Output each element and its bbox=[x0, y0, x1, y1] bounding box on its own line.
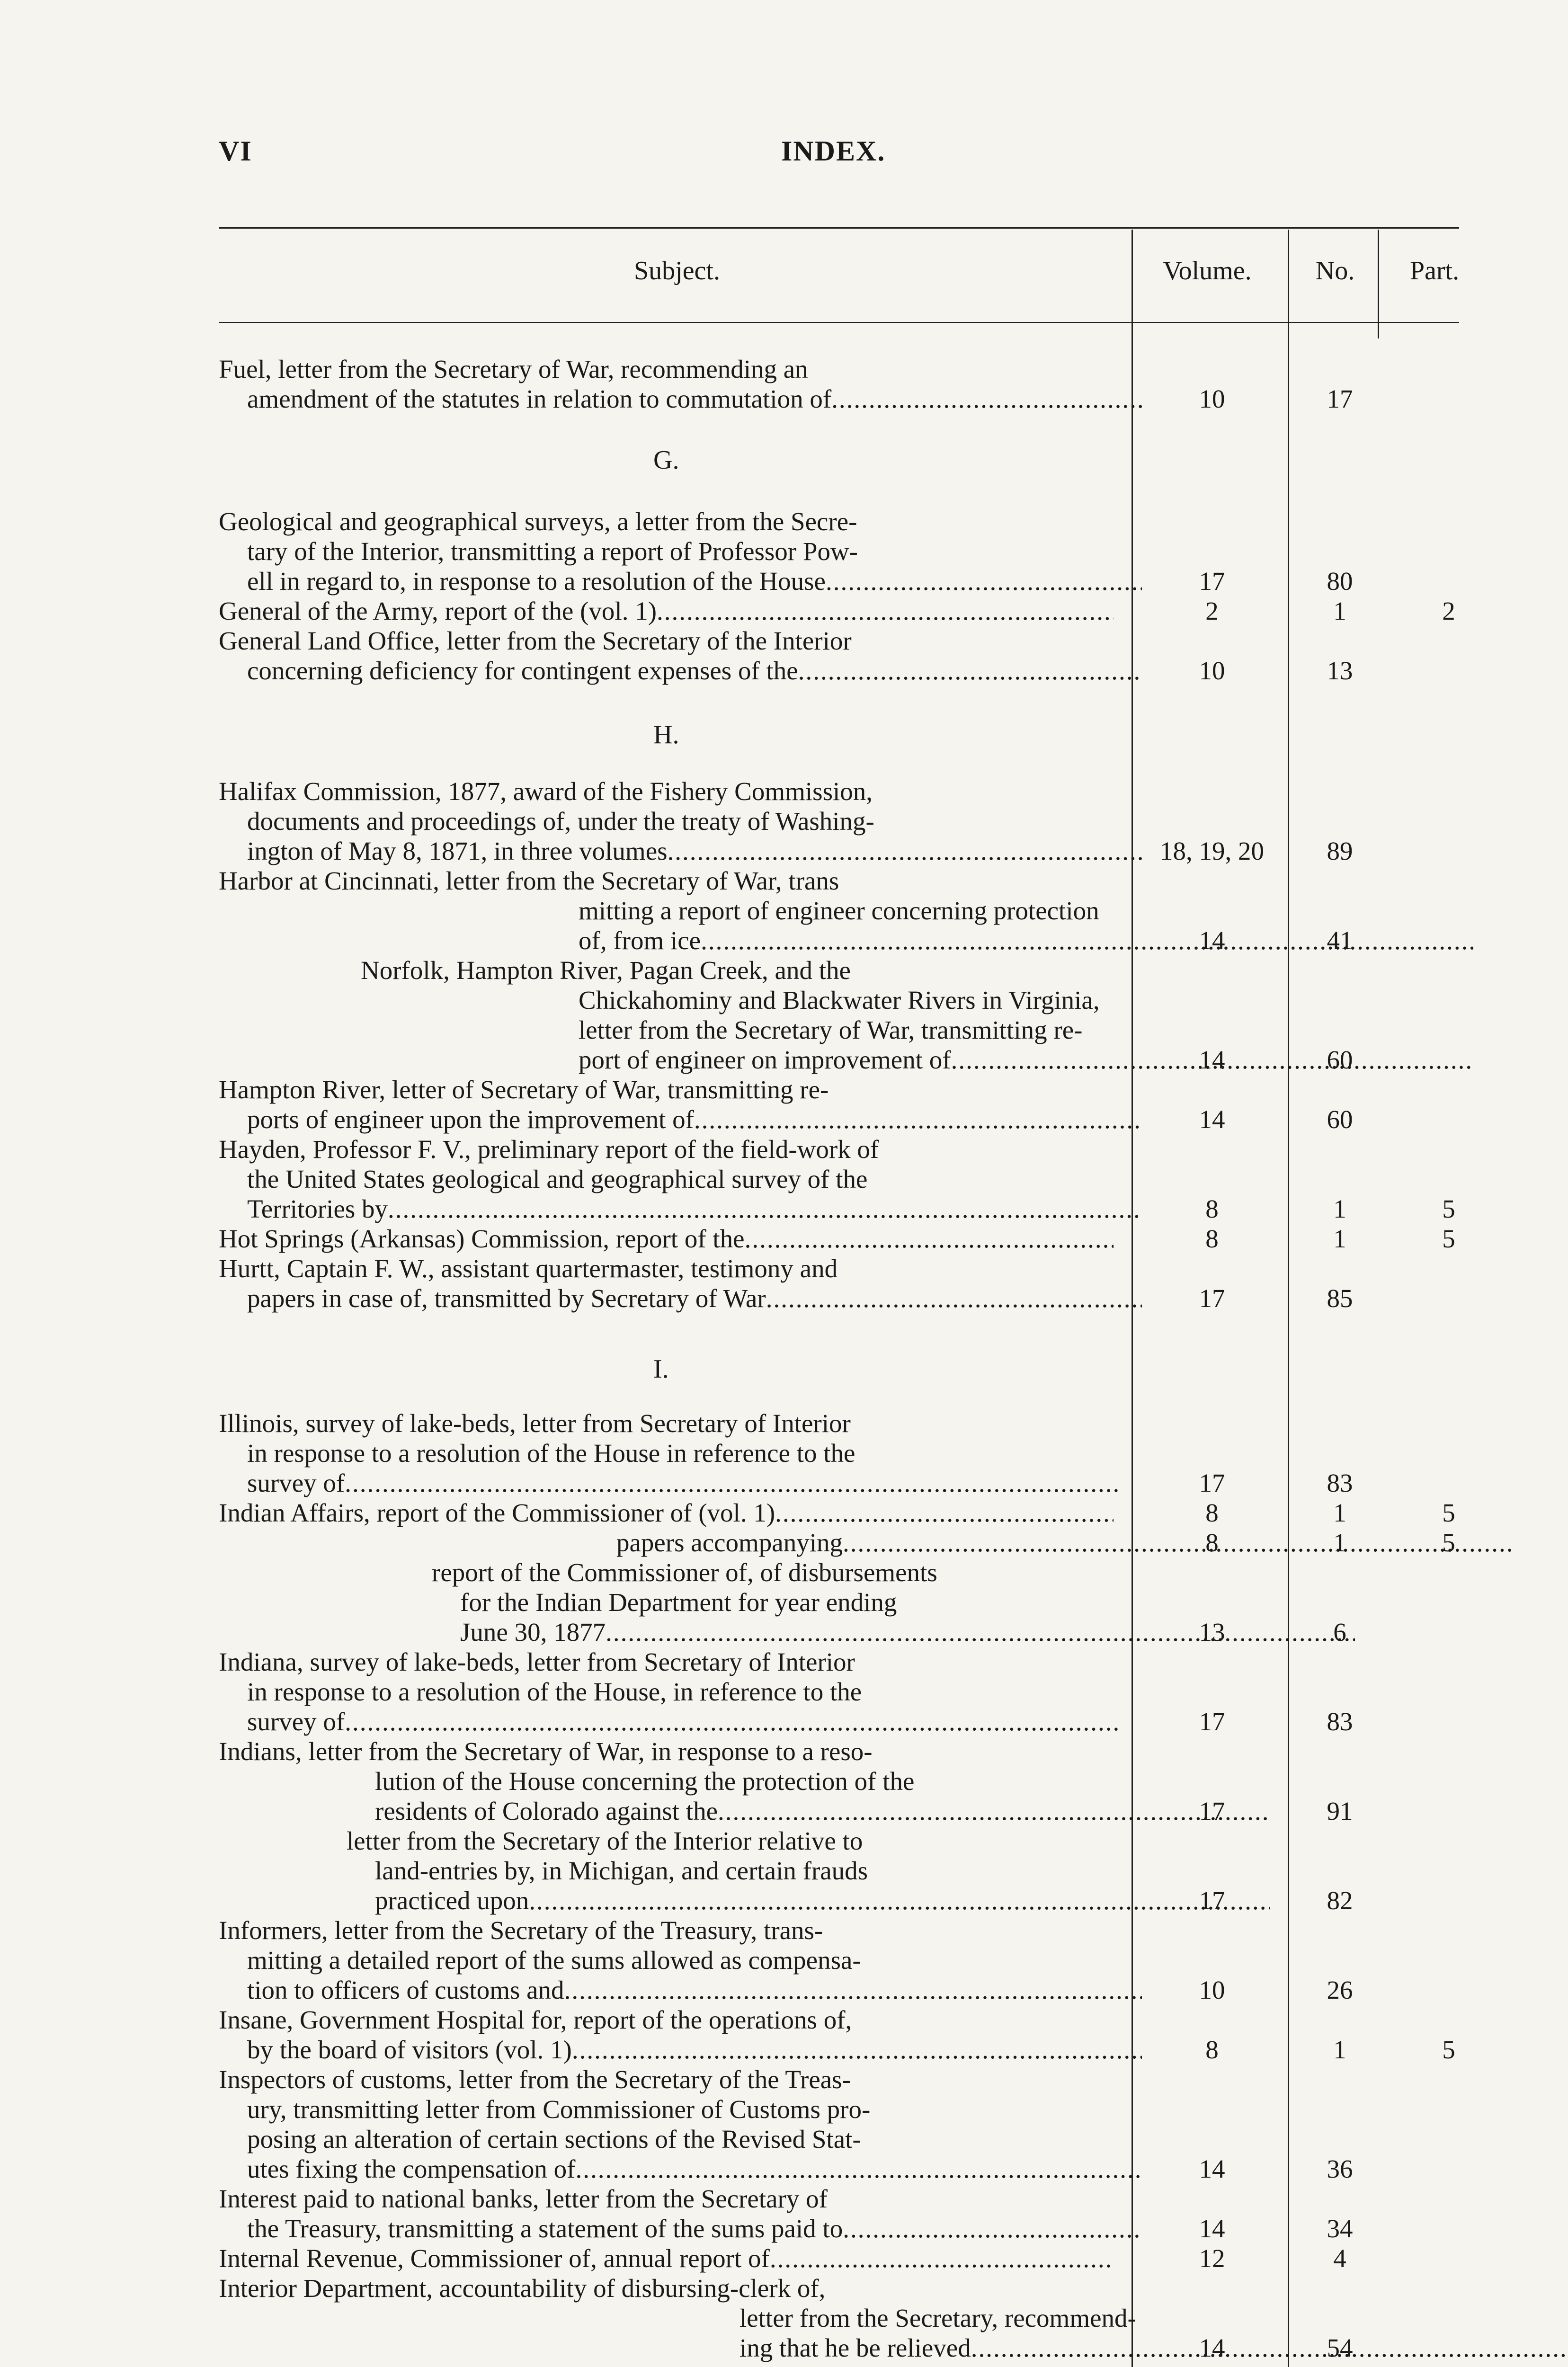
entry-line: for the Indian Department for year ending bbox=[460, 1588, 897, 1617]
column-header-part: Part. bbox=[1409, 256, 1460, 285]
entry-part: 5 bbox=[1442, 1194, 1455, 1223]
entry-volume: 10 bbox=[1199, 656, 1225, 685]
entry-line: letter from the Secretary, recommend- bbox=[739, 2304, 1136, 2332]
entry-line: Interest paid to national banks, letter from the Secretary of bbox=[219, 2184, 828, 2213]
entry-volume: 17 bbox=[1199, 567, 1225, 596]
index-entry bbox=[219, 1736, 1114, 1826]
entry-number: 41 bbox=[1327, 926, 1353, 955]
entry-volume: 13 bbox=[1199, 1618, 1225, 1646]
entry-number: 80 bbox=[1327, 567, 1353, 596]
entry-line: Halifax Commission, 1877, award of the Fishery Commission, bbox=[219, 777, 873, 806]
entry-line: utes fixing the compensation of..... bbox=[219, 2154, 1142, 2184]
entry-line: General Land Office, letter from the Secretary of the Interior bbox=[219, 626, 852, 655]
entry-line: Indian Affairs, report of the Commissioner of (vol. 1)..... bbox=[219, 1498, 1114, 1528]
header-bottom-rule bbox=[219, 322, 1459, 323]
page-number: VI bbox=[219, 135, 252, 167]
entry-line: the United States geological and geographical survey of the bbox=[247, 1165, 868, 1193]
entry-line: Hot Springs (Arkansas) Commission, report of the..... bbox=[219, 1224, 1114, 1254]
entry-line: Hayden, Professor F. V., preliminary report of the field-work of bbox=[219, 1135, 879, 1164]
entry-line: Harbor at Cincinnati, letter from the Secretary of War, trans bbox=[219, 866, 839, 895]
entry-number: 1 bbox=[1333, 1194, 1346, 1223]
entry-number: 54 bbox=[1327, 2333, 1353, 2362]
entry-volume: 17 bbox=[1199, 1468, 1225, 1497]
entry-line: papers accompanying..... bbox=[219, 1528, 1511, 1557]
entry-number: 36 bbox=[1327, 2154, 1353, 2183]
index-entry bbox=[219, 2005, 1114, 2064]
entry-line: survey of..... bbox=[219, 1468, 1142, 1498]
entry-line: by the board of visitors (vol. 1)..... bbox=[219, 2035, 1142, 2064]
entry-line: Indians, letter from the Secretary of War, in response to a reso- bbox=[219, 1737, 873, 1766]
entry-volume: 8 bbox=[1205, 2035, 1219, 2064]
entry-volume: 14 bbox=[1199, 2154, 1225, 2183]
index-entry bbox=[219, 1915, 1114, 2005]
entry-line: Indiana, survey of lake-beds, letter from Secretary of Interior bbox=[219, 1647, 855, 1676]
entry-number: 1 bbox=[1333, 1498, 1346, 1527]
entry-line: June 30, 1877..... bbox=[219, 1617, 1355, 1647]
entry-line: tary of the Interior, transmitting a report of Professor Pow- bbox=[247, 537, 858, 566]
entry-line: lution of the House concerning the protection of the bbox=[375, 1767, 915, 1796]
entry-line: Fuel, letter from the Secretary of War, recommending an bbox=[219, 355, 808, 383]
entry-line: Chickahominy and Blackwater Rivers in Virginia, bbox=[579, 986, 1100, 1014]
entry-volume: 8 bbox=[1205, 1224, 1219, 1253]
entry-line: land-entries by, in Michigan, and certain frauds bbox=[375, 1856, 868, 1885]
entry-line: in response to a resolution of the House in reference to the bbox=[247, 1439, 855, 1468]
entry-line: Hampton River, letter of Secretary of War, transmitting re- bbox=[219, 1075, 829, 1104]
entry-number: 17 bbox=[1327, 384, 1353, 413]
entry-line: letter from the Secretary of War, transmitting re- bbox=[579, 1015, 1083, 1044]
entry-line: Insane, Government Hospital for, report of the operations of, bbox=[219, 2005, 852, 2034]
entry-line: posing an alteration of certain sections of the Revised Stat- bbox=[247, 2125, 861, 2153]
column-divider-part bbox=[1378, 230, 1379, 338]
entry-volume: 18, 19, 20 bbox=[1160, 836, 1264, 865]
index-entry bbox=[219, 2064, 1114, 2184]
entry-line: mitting a report of engineer concerning protection bbox=[579, 896, 1099, 925]
index-entry bbox=[219, 866, 1114, 955]
entry-number: 1 bbox=[1333, 1224, 1346, 1253]
entry-number: 13 bbox=[1327, 656, 1353, 685]
index-entry bbox=[219, 1826, 1114, 1915]
index-entry bbox=[219, 1647, 1114, 1736]
header-top-rule bbox=[219, 227, 1459, 229]
entry-line: the Treasury, transmitting a statement of the sums paid to..... bbox=[219, 2214, 1142, 2243]
entry-number: 4 bbox=[1333, 2244, 1346, 2273]
entry-volume: 8 bbox=[1205, 1528, 1219, 1557]
entry-part: 2 bbox=[1442, 596, 1455, 625]
index-entry bbox=[219, 1224, 1114, 1254]
entry-part: 5 bbox=[1442, 1224, 1455, 1253]
entry-part: 5 bbox=[1442, 1528, 1455, 1557]
column-header-subject: Subject. bbox=[634, 256, 720, 285]
entry-line: survey of..... bbox=[219, 1707, 1142, 1736]
entry-line: ury, transmitting letter from Commissioner of Customs pro- bbox=[247, 2095, 871, 2124]
entry-number: 26 bbox=[1327, 1975, 1353, 2004]
index-entry bbox=[219, 1528, 1114, 1557]
entry-line: letter from the Secretary of the Interior relative to bbox=[347, 1826, 863, 1855]
entry-line: papers in case of, transmitted by Secretary of War..... bbox=[219, 1283, 1142, 1313]
entry-volume: 2 bbox=[1205, 596, 1219, 625]
entry-number: 85 bbox=[1327, 1284, 1353, 1313]
entry-volume: 17 bbox=[1199, 1284, 1225, 1313]
column-header-volume: Volume. bbox=[1163, 256, 1252, 285]
index-entry bbox=[219, 626, 1114, 685]
entry-number: 91 bbox=[1327, 1797, 1353, 1825]
entry-number: 82 bbox=[1327, 1886, 1353, 1915]
entry-line: Inspectors of customs, letter from the Secretary of the Treas- bbox=[219, 2065, 851, 2094]
entry-volume: 14 bbox=[1199, 1105, 1225, 1134]
index-entry bbox=[219, 596, 1114, 626]
entry-volume: 14 bbox=[1199, 1045, 1225, 1074]
entry-volume: 8 bbox=[1205, 1194, 1219, 1223]
entry-line: ports of engineer upon the improvement of..... bbox=[219, 1104, 1142, 1134]
index-entry bbox=[219, 2184, 1114, 2243]
entry-line: documents and proceedings of, under the treaty of Washing- bbox=[247, 807, 874, 836]
entry-line: residents of Colorado against the..... bbox=[219, 1796, 1270, 1826]
section-letter-g: G. bbox=[653, 445, 679, 475]
index-entry bbox=[219, 1075, 1114, 1134]
entry-number: 83 bbox=[1327, 1707, 1353, 1736]
entry-number: 6 bbox=[1333, 1618, 1346, 1646]
entry-number: 89 bbox=[1327, 836, 1353, 865]
entry-line: in response to a resolution of the House, in reference to the bbox=[247, 1677, 862, 1706]
entry-line: Geological and geographical surveys, a letter from the Secre- bbox=[219, 507, 857, 536]
index-entry bbox=[219, 1408, 1114, 1498]
entry-volume: 17 bbox=[1199, 1707, 1225, 1736]
entry-line: practiced upon..... bbox=[219, 1886, 1270, 1915]
section-letter-h: H. bbox=[653, 720, 679, 749]
index-entry bbox=[219, 776, 1114, 866]
entry-volume: 17 bbox=[1199, 1886, 1225, 1915]
index-entry bbox=[219, 1557, 1114, 1647]
entry-line: Illinois, survey of lake-beds, letter from Secretary of Interior bbox=[219, 1409, 851, 1438]
index-entry bbox=[219, 2243, 1114, 2273]
entry-line: concerning deficiency for contingent expenses of the..... bbox=[219, 656, 1142, 685]
entry-line: Informers, letter from the Secretary of the Treasury, trans- bbox=[219, 1916, 823, 1945]
index-entry bbox=[219, 1254, 1114, 1313]
entry-volume: 10 bbox=[1199, 1975, 1225, 2004]
entry-line: ington of May 8, 1871, in three volumes..... bbox=[219, 836, 1142, 866]
entry-number: 1 bbox=[1333, 2035, 1346, 2064]
entry-line: tion to officers of customs and..... bbox=[219, 1975, 1142, 2005]
entry-line: report of the Commissioner of, of disbursements bbox=[432, 1558, 937, 1587]
index-entry bbox=[219, 1134, 1114, 1224]
section-letter-i: I. bbox=[653, 1354, 669, 1384]
entry-volume: 17 bbox=[1199, 1797, 1225, 1825]
index-entry bbox=[219, 955, 1114, 1075]
entry-line: port of engineer on improvement of..... bbox=[219, 1045, 1473, 1075]
entry-volume: 14 bbox=[1199, 2214, 1225, 2243]
entry-line: of, from ice..... bbox=[219, 925, 1473, 955]
index-entry bbox=[219, 1498, 1114, 1528]
entry-volume: 8 bbox=[1205, 1498, 1219, 1527]
entry-line: General of the Army, report of the (vol. 1)..... bbox=[219, 596, 1114, 626]
entry-line: Interior Department, accountability of disbursing-clerk of, bbox=[219, 2274, 826, 2303]
entry-line: Territories by..... bbox=[219, 1194, 1142, 1224]
entry-number: 34 bbox=[1327, 2214, 1353, 2243]
entry-volume: 14 bbox=[1199, 2333, 1225, 2362]
entry-line: Norfolk, Hampton River, Pagan Creek, and the bbox=[361, 956, 851, 985]
entry-line: mitting a detailed report of the sums allowed as compensa- bbox=[247, 1946, 861, 1975]
entry-line: amendment of the statutes in relation to commutation of..... bbox=[219, 384, 1142, 414]
entry-number: 60 bbox=[1327, 1045, 1353, 1074]
entry-number: 1 bbox=[1333, 596, 1346, 625]
entry-line: ell in regard to, in response to a resolution of the House..... bbox=[219, 566, 1142, 596]
index-entry bbox=[219, 2273, 1136, 2363]
entry-line: Hurtt, Captain F. W., assistant quartermaster, testimony and bbox=[219, 1254, 838, 1283]
entry-part: 5 bbox=[1442, 1498, 1455, 1527]
entry-line: ing that he be relieved..... bbox=[219, 2333, 1568, 2363]
entry-volume: 10 bbox=[1199, 384, 1225, 413]
entry-line: Internal Revenue, Commissioner of, annual report of..... bbox=[219, 2243, 1114, 2273]
index-entry bbox=[219, 507, 1114, 596]
entry-volume: 14 bbox=[1199, 926, 1225, 955]
entry-number: 83 bbox=[1327, 1468, 1353, 1497]
entry-number: 60 bbox=[1327, 1105, 1353, 1134]
index-entry bbox=[219, 354, 1114, 414]
entry-number: 1 bbox=[1333, 1528, 1346, 1557]
column-header-no: No. bbox=[1315, 256, 1355, 285]
page-title: INDEX. bbox=[781, 135, 886, 167]
entry-volume: 12 bbox=[1199, 2244, 1225, 2273]
entry-part: 5 bbox=[1442, 2035, 1455, 2064]
